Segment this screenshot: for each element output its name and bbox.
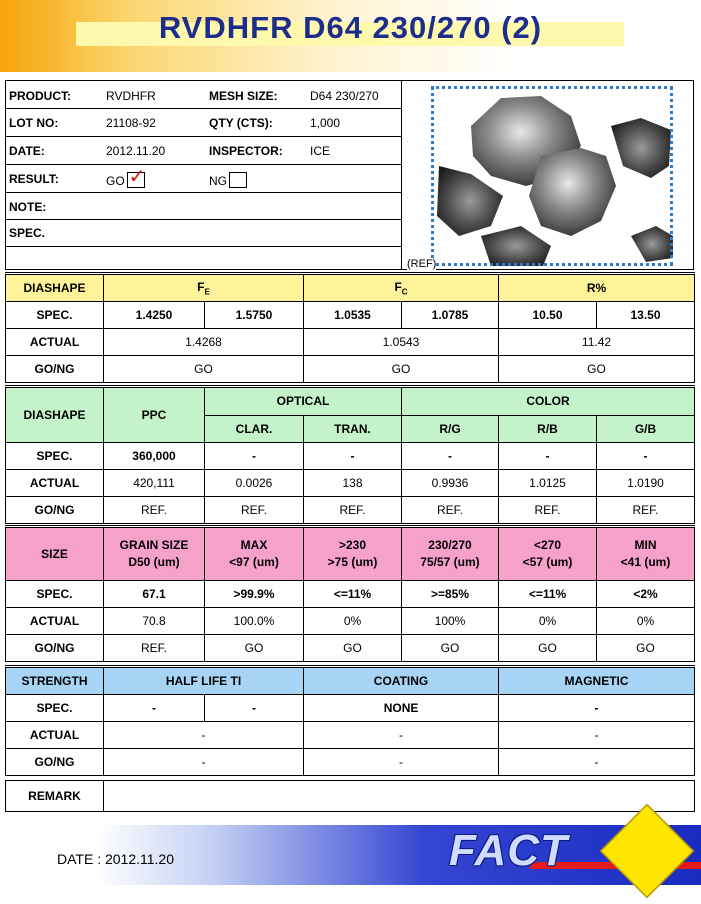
- spec-cell: -: [205, 695, 304, 722]
- spec-cell: -: [402, 443, 499, 470]
- lot-value: 21108-92: [106, 116, 156, 130]
- actual-cell: 100%: [402, 608, 499, 635]
- spec-cell: 10.50: [499, 302, 597, 329]
- max-header: [205, 527, 304, 581]
- header-line: <57 (um): [522, 555, 573, 569]
- spec-cell: -: [499, 695, 695, 722]
- spec-cell: -: [499, 443, 597, 470]
- gong-cell: REF.: [499, 497, 597, 524]
- qty-label: QTY (CTS):: [209, 116, 273, 130]
- size-table: [5, 525, 695, 662]
- photo-ref-label: (REF): [407, 258, 437, 270]
- rg-header: R/G: [402, 415, 499, 443]
- header-line: <97 (um): [229, 555, 279, 569]
- info-row-lot: [6, 108, 402, 137]
- gong-cell: GO: [499, 356, 695, 383]
- actual-cell: 0.9936: [402, 470, 499, 497]
- range-230-270-header: [402, 527, 499, 581]
- actual-row-label: ACTUAL: [6, 329, 104, 356]
- fe-subscript: E: [204, 287, 210, 297]
- result-go: [106, 166, 146, 188]
- page-title: RVDHFR D64 230/270 (2): [158, 10, 543, 45]
- actual-cell: 11.42: [499, 329, 695, 356]
- spec-cell: -: [104, 695, 205, 722]
- ng-checkbox[interactable]: [229, 172, 247, 188]
- tran-header: TRAN.: [304, 415, 402, 443]
- spec-cell: 360,000: [104, 443, 205, 470]
- header-line: >75 (um): [327, 555, 378, 569]
- magnetic-header: MAGNETIC: [499, 667, 695, 695]
- strength-header: STRENGTH: [6, 667, 104, 695]
- half-life-header: HALF LIFE TI: [104, 667, 304, 695]
- actual-cell: -: [499, 722, 695, 749]
- info-panel: [5, 80, 401, 270]
- fc-header: [304, 274, 499, 302]
- gong-cell: REF.: [104, 497, 205, 524]
- actual-cell: 1.0125: [499, 470, 597, 497]
- gong-cell: REF.: [597, 497, 695, 524]
- date-value: 2012.11.20: [106, 144, 166, 158]
- actual-row-label: ACTUAL: [6, 722, 104, 749]
- gb-header: G/B: [597, 415, 695, 443]
- spec-cell: 13.50: [597, 302, 695, 329]
- grain-size-header: [104, 527, 205, 581]
- gong-cell: GO: [104, 356, 304, 383]
- header-line: >230: [338, 538, 367, 552]
- actual-row-label: ACTUAL: [6, 470, 104, 497]
- gong-cell: REF.: [402, 497, 499, 524]
- header-line: MAX: [240, 538, 268, 552]
- actual-cell: 0.0026: [205, 470, 304, 497]
- spec-row-label: SPEC.: [6, 443, 104, 470]
- spec-cell: >=85%: [402, 581, 499, 608]
- actual-cell: 0%: [304, 608, 402, 635]
- inspector-value: ICE: [310, 144, 331, 158]
- product-value: RVDHFR: [106, 89, 156, 103]
- r-percent-header: R%: [499, 274, 695, 302]
- info-row-note: [6, 192, 402, 220]
- actual-cell: 100.0%: [205, 608, 304, 635]
- diashape-header: DIASHAPE: [6, 274, 104, 302]
- spec-cell: <2%: [597, 581, 695, 608]
- gong-cell: GO: [402, 635, 499, 662]
- coating-header: COATING: [304, 667, 499, 695]
- info-row-product: [6, 81, 402, 109]
- actual-cell: 70.8: [104, 608, 205, 635]
- remark-label: REMARK: [6, 781, 104, 812]
- spec-row-label: SPEC.: [6, 302, 104, 329]
- fc-letter: F: [394, 279, 402, 294]
- mesh-size-value: D64 230/270: [310, 89, 379, 103]
- gong-cell: -: [304, 749, 499, 776]
- go-label: GO: [106, 174, 125, 188]
- go-checkbox[interactable]: [127, 166, 146, 188]
- inspector-label: INSPECTOR:: [209, 144, 283, 158]
- ng-label: NG: [209, 174, 227, 188]
- fe-header: [104, 274, 304, 302]
- min-header: [597, 527, 695, 581]
- fc-subscript: C: [401, 287, 408, 297]
- gong-cell: GO: [304, 356, 499, 383]
- actual-row-label: ACTUAL: [6, 608, 104, 635]
- mesh-size-label: MESH SIZE:: [209, 89, 278, 103]
- spec-cell: 1.4250: [104, 302, 205, 329]
- header-line: 75/57 (um): [420, 555, 480, 569]
- result-label: RESULT:: [9, 172, 59, 186]
- gong-cell: REF.: [304, 497, 402, 524]
- lot-label: LOT NO:: [9, 116, 59, 130]
- gong-cell: -: [499, 749, 695, 776]
- gong-cell: REF.: [205, 497, 304, 524]
- gong-cell: REF.: [104, 635, 205, 662]
- info-row-spec: [6, 219, 402, 247]
- spec-cell: 67.1: [104, 581, 205, 608]
- actual-cell: 1.4268: [104, 329, 304, 356]
- fact-logo: FACT: [449, 826, 568, 875]
- clar-header: CLAR.: [205, 415, 304, 443]
- actual-cell: 0%: [597, 608, 695, 635]
- spec-cell: -: [304, 443, 402, 470]
- spec-cell: -: [205, 443, 304, 470]
- under-270-header: [499, 527, 597, 581]
- header-line: D50 (um): [128, 555, 180, 569]
- strength-table: [5, 665, 695, 776]
- gong-row-label: GO/NG: [6, 635, 104, 662]
- info-row-date: [6, 136, 402, 165]
- header-line: <41 (um): [620, 555, 671, 569]
- actual-cell: 138: [304, 470, 402, 497]
- diashape-optical-table: [5, 385, 695, 524]
- gong-row-label: GO/NG: [6, 356, 104, 383]
- spec-cell: <=11%: [499, 581, 597, 608]
- footer-date: DATE : 2012.11.20: [57, 851, 174, 867]
- actual-cell: 1.0190: [597, 470, 695, 497]
- spec-cell: >99.9%: [205, 581, 304, 608]
- remark-value: [104, 781, 695, 812]
- spec-row-label: SPEC.: [6, 581, 104, 608]
- header-line: 230/270: [428, 538, 472, 552]
- note-label: NOTE:: [9, 200, 47, 214]
- actual-cell: 0%: [499, 608, 597, 635]
- photo-dotted-border: [431, 86, 673, 266]
- diashape-header: DIASHAPE: [6, 387, 104, 443]
- header-line: GRAIN SIZE: [119, 538, 189, 552]
- spec-note-label: SPEC.: [9, 226, 46, 240]
- actual-cell: 1.0543: [304, 329, 499, 356]
- ppc-header: PPC: [104, 387, 205, 443]
- spec-row-label: SPEC.: [6, 695, 104, 722]
- actual-cell: 420,111: [104, 470, 205, 497]
- gong-cell: GO: [205, 635, 304, 662]
- check-mark-icon: ✓: [128, 166, 146, 188]
- spec-cell: 1.0535: [304, 302, 402, 329]
- gong-cell: GO: [304, 635, 402, 662]
- optical-header: OPTICAL: [205, 387, 402, 416]
- result-ng: [209, 172, 247, 188]
- gong-cell: GO: [499, 635, 597, 662]
- header-line: MIN: [634, 538, 657, 552]
- gong-cell: GO: [597, 635, 695, 662]
- date-label: DATE:: [9, 144, 45, 158]
- diashape-ratio-table: [5, 272, 695, 383]
- gong-row-label: GO/NG: [6, 497, 104, 524]
- actual-cell: -: [104, 722, 304, 749]
- header-line: <270: [533, 538, 562, 552]
- gong-row-label: GO/NG: [6, 749, 104, 776]
- info-row-result: [6, 164, 402, 193]
- qty-value: 1,000: [310, 116, 341, 130]
- rb-header: R/B: [499, 415, 597, 443]
- actual-cell: -: [304, 722, 499, 749]
- color-header: COLOR: [402, 387, 695, 416]
- over-230-header: [304, 527, 402, 581]
- remark-table: [5, 780, 695, 812]
- product-label: PRODUCT:: [9, 89, 71, 103]
- fe-letter: F: [197, 279, 205, 294]
- spec-cell: -: [597, 443, 695, 470]
- spec-cell: <=11%: [304, 581, 402, 608]
- spec-cell: 1.0785: [402, 302, 499, 329]
- size-header: SIZE: [6, 527, 104, 581]
- gong-cell: -: [104, 749, 304, 776]
- spec-cell: NONE: [304, 695, 499, 722]
- spec-cell: 1.5750: [205, 302, 304, 329]
